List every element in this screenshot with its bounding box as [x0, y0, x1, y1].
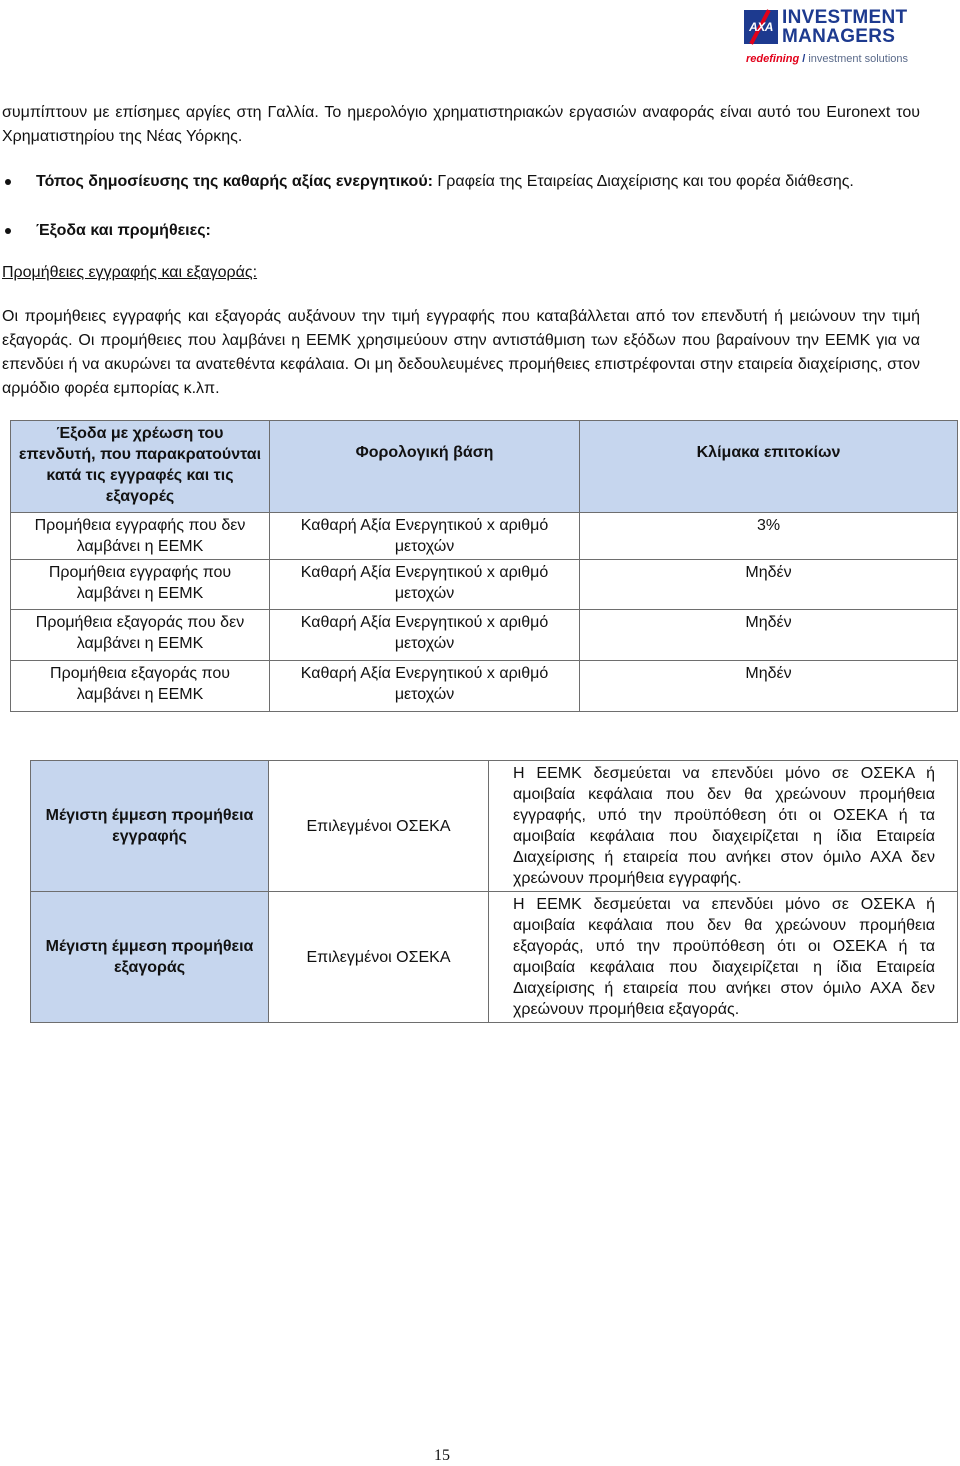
row-header-cell: Μέγιστη έμμεση προμήθεια εγγραφής	[31, 761, 269, 892]
axa-logo-text: AXA	[749, 20, 773, 34]
page-number: 15	[434, 1447, 450, 1464]
logo-tagline-separator: /	[802, 53, 806, 65]
logo-line-1: INVESTMENT	[782, 7, 908, 28]
table-cell: 3%	[580, 513, 958, 560]
logo-tagline-strong: redefining	[746, 53, 800, 65]
bullet-dot	[5, 228, 11, 234]
table-cell: Μηδέν	[580, 661, 958, 712]
table-row	[31, 892, 958, 1023]
table-cell: Μηδέν	[580, 610, 958, 661]
indirect-fees-table	[30, 760, 958, 1023]
table-cell: Καθαρή Αξία Ενεργητικού x αριθμό μετοχών	[270, 560, 580, 610]
table-cell: Προμήθεια εγγραφής που λαμβάνει η ΕΕΜΚ	[11, 560, 270, 610]
intro-paragraph: συμπίπτουν με επίσημες αργίες στη Γαλλία. Το ημερολόγιο χρηματιστηριακών εργασιών αναφοράς είναι αυτό του Euronext του Χρηματιστηρίου της Νέας Υόρκης.	[2, 104, 920, 145]
table-cell: Καθαρή Αξία Ενεργητικού x αριθμό μετοχών	[270, 610, 580, 661]
table-row	[11, 610, 958, 661]
table-cell: Η ΕΕΜΚ δεσμεύεται να επενδύει μόνο σε ΟΣΕΚΑ ή αμοιβαία κεφάλαια που δεν θα χρεώνουν προμήθεια εγγραφής, υπό την προϋπόθεση ότι οι ΟΣΕΚΑ ή τα αμοιβαία κεφάλαια που διαχειρίζεται η ίδια Εταιρεία Διαχείρισης ή εταιρεία που ανήκει στον όμιλο ΑΧΑ δεν χρεώνουν προμήθεια εγγραφής.	[489, 761, 958, 892]
bullet-dot	[5, 179, 11, 185]
fees-table	[10, 420, 958, 712]
table-cell: Επιλεγμένοι ΟΣΕΚΑ	[269, 761, 489, 892]
table-row	[11, 560, 958, 610]
section-heading: Προμήθειες εγγραφής και εξαγοράς:	[2, 264, 258, 281]
bullet-label: Έξοδα και προμήθειες:	[36, 222, 211, 239]
bullet-label: Τόπος δημοσίευσης της καθαρής αξίας ενεργητικού:	[36, 173, 433, 190]
fees-description: Οι προμήθειες εγγραφής και εξαγοράς αυξάνουν την τιμή εγγραφής που καταβάλλεται από τον επενδυτή ή μειώνουν την τιμή εξαγοράς. Οι προμήθειες που λαμβάνει η ΕΕΜΚ χρησιμεύουν στην αντιστάθμιση των εξόδων που βαραίνουν την ΕΕΜΚ για να επενδύει ή να ακυρώνει τα ανατεθέντα κεφάλαια. Οι μη δεδουλευμένες προμήθειες επιστρέφονται στην εταιρεία διαχείρισης, στον αρμόδιο φορέα εμπορίας κ.λπ.	[2, 308, 920, 397]
logo-tagline-rest: investment solutions	[808, 53, 909, 65]
table-header-row	[11, 421, 958, 513]
table-cell: Προμήθεια εξαγοράς που λαμβάνει η ΕΕΜΚ	[11, 661, 270, 712]
table-cell: Καθαρή Αξία Ενεργητικού x αριθμό μετοχών	[270, 661, 580, 712]
company-logo	[744, 6, 934, 70]
bullet-fees	[2, 219, 922, 243]
header-cell: Φορολογική βάση	[270, 421, 580, 513]
header-cell: Κλίμακα επιτοκίων	[580, 421, 958, 513]
table-row	[11, 661, 958, 712]
table-cell: Μηδέν	[580, 560, 958, 610]
table-cell: Επιλεγμένοι ΟΣΕΚΑ	[269, 892, 489, 1023]
logo-line-2: MANAGERS	[782, 26, 896, 47]
table-cell: Προμήθεια εγγραφής που δεν λαμβάνει η ΕΕΜΚ	[11, 513, 270, 560]
bullet-body: Γραφεία της Εταιρείας Διαχείρισης και του φορέα διάθεσης.	[432, 173, 854, 190]
table-row	[11, 513, 958, 560]
row-header-cell: Μέγιστη έμμεση προμήθεια εξαγοράς	[31, 892, 269, 1023]
logo-tagline	[746, 53, 908, 65]
table-cell: Καθαρή Αξία Ενεργητικού x αριθμό μετοχών	[270, 513, 580, 560]
bullet-publication-place	[2, 170, 922, 194]
table-cell: Η ΕΕΜΚ δεσμεύεται να επενδύει μόνο σε ΟΣΕΚΑ ή αμοιβαία κεφάλαια που δεν θα χρεώνουν προμήθεια εξαγοράς, υπό την προϋπόθεση ότι οι ΟΣΕΚΑ ή τα αμοιβαία κεφάλαια που διαχειρίζεται η ίδια Εταιρεία Διαχείρισης ή εταιρεία που ανήκει στον όμιλο ΑΧΑ δεν χρεώνουν προμήθεια εξαγοράς.	[489, 892, 958, 1023]
table-row	[31, 761, 958, 892]
header-cell: Έξοδα με χρέωση του επενδυτή, που παρακρατούνται κατά τις εγγραφές και τις εξαγορές	[11, 421, 270, 513]
table-cell: Προμήθεια εξαγοράς που δεν λαμβάνει η ΕΕΜΚ	[11, 610, 270, 661]
bullet-text	[36, 170, 922, 194]
